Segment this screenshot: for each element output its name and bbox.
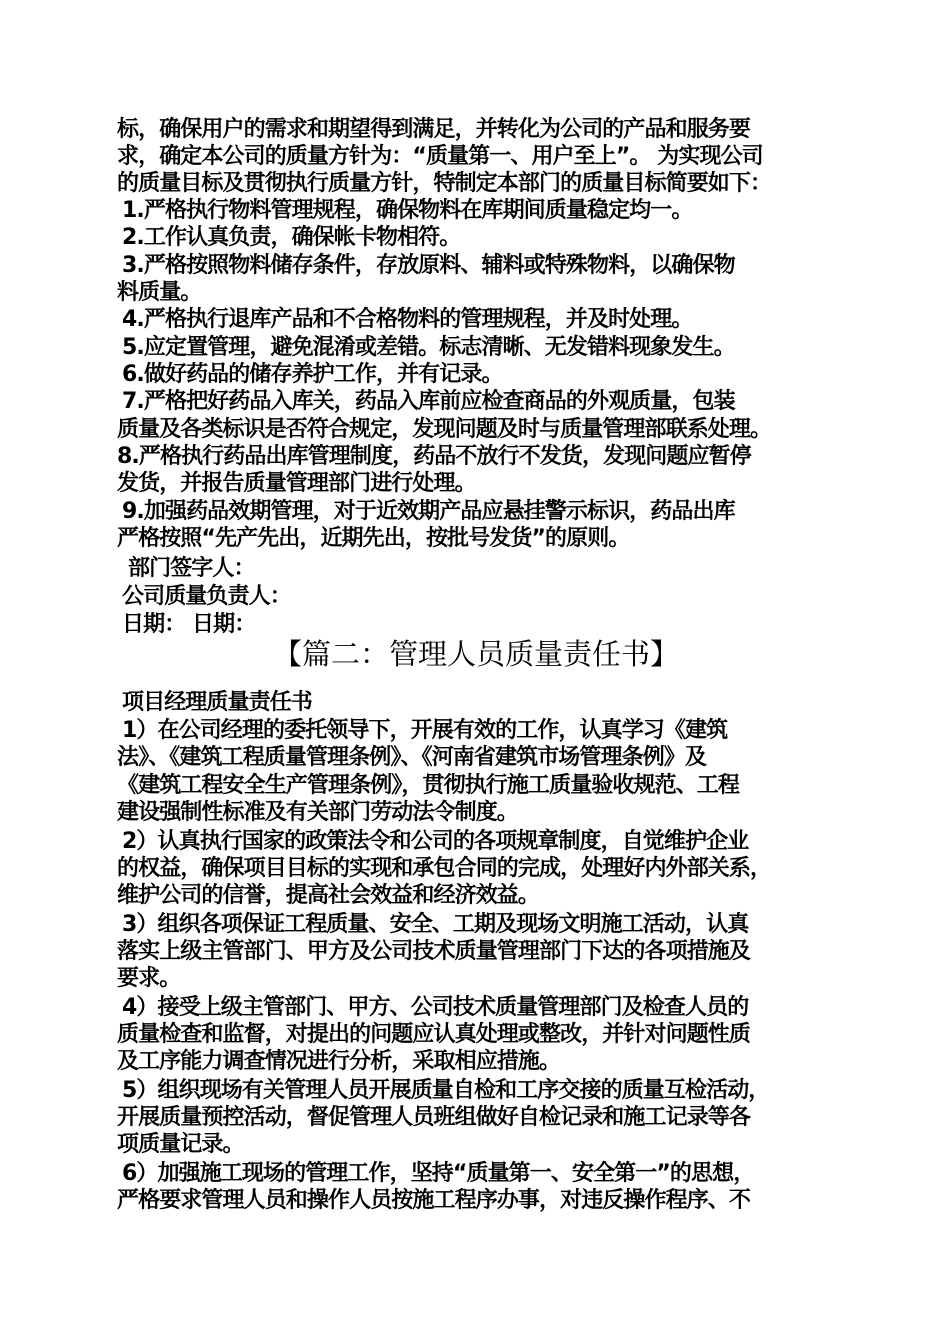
list-item-continuation: 严格要求管理人员和操作人员按施工程序办事，对违反操作程序、不 xyxy=(117,1188,751,1213)
list-item: 3.严格按照物料储存条件，存放原料、辅料或特殊物料，以确保物 xyxy=(122,253,735,278)
paragraph-line: 标，确保用户的需求和期望得到满足，并转化为公司的产品和服务要 xyxy=(117,117,751,142)
paragraph-line: 求，确定本公司的质量方针为：“质量第一、用户至上”。 为实现公司 xyxy=(117,144,763,169)
list-item-continuation: 要求。 xyxy=(117,966,181,991)
list-item: 4）接受上级主管部门、甲方、公司技术质量管理部门及检查人员的 xyxy=(122,995,749,1020)
list-item-continuation: 的权益，确保项目目标的实现和承包合同的完成，处理好内外部关系， xyxy=(117,856,772,881)
list-item: 3）组织各项保证工程质量、安全、工期及现场文明施工活动，认真 xyxy=(122,912,749,937)
list-item: 5.应定置管理，避免混淆或差错。标志清晰、无发错料现象发生。 xyxy=(122,335,735,360)
list-item-continuation: 建设强制性标准及有关部门劳动法令制度。 xyxy=(117,800,518,825)
list-item: 9.加强药品效期管理，对于近效期产品应悬挂警示标识，药品出库 xyxy=(122,499,735,524)
paragraph-line: 的质量目标及贯彻执行质量方针，特制定本部门的质量目标简要如下： xyxy=(117,171,772,196)
list-item-continuation: 《建筑工程安全生产管理条例》，贯彻执行施工质量验收规范、工程 xyxy=(117,773,740,798)
list-item-continuation: 及工序能力调查情况进行分析，采取相应措施。 xyxy=(117,1049,561,1074)
list-item: 1）在公司经理的委托领导下，开展有效的工作，认真学习《建筑 xyxy=(122,718,728,743)
list-item: 7.严格把好药品入库关，药品入库前应检查商品的外观质量，包装 xyxy=(122,389,735,414)
date-labels: 日期： 日期： xyxy=(122,612,256,637)
list-item-continuation: 料质量。 xyxy=(117,280,202,305)
list-item: 8.严格执行药品出库管理制度，药品不放行不发货，发现问题应暂停 xyxy=(117,444,751,469)
list-item: 2）认真执行国家的政策法令和公司的各项规章制度，自觉维护企业 xyxy=(122,829,749,854)
list-item-continuation: 法》、《建筑工程质量管理条例》、《河南省建筑市场管理条例》及 xyxy=(117,745,707,770)
list-item: 6.做好药品的储存养护工作，并有记录。 xyxy=(122,362,503,387)
signature-label-department: 部门签字人： xyxy=(128,556,255,581)
list-item-continuation: 落实上级主管部门、甲方及公司技术质量管理部门下达的各项措施及 xyxy=(117,939,751,964)
list-item-continuation: 严格按照“先产先出，近期先出，按批号发货”的原则。 xyxy=(117,526,630,551)
section-heading: 【篇二：管理人员质量责任书】 xyxy=(273,637,680,671)
list-item: 1.严格执行物料管理规程，确保物料在库期间质量稳定均一。 xyxy=(122,198,693,223)
list-item-continuation: 质量检查和监督，对提出的问题应认真处理或整改，并针对问题性质 xyxy=(117,1022,751,1047)
list-item: 5）组织现场有关管理人员开展质量自检和工序交接的质量互检活动， xyxy=(122,1078,770,1103)
list-item-continuation: 质量及各类标识是否符合规定，发现问题及时与质量管理部联系处理。 xyxy=(117,417,772,442)
list-item: 2.工作认真负责，确保帐卡物相符。 xyxy=(122,225,461,250)
list-item-continuation: 项质量记录。 xyxy=(117,1132,244,1157)
list-item-continuation: 发货，并报告质量管理部门进行处理。 xyxy=(117,471,476,496)
subsection-title: 项目经理质量责任书 xyxy=(122,690,312,715)
list-item: 6）加强施工现场的管理工作，坚持“质量第一、安全第一”的思想， xyxy=(122,1161,755,1186)
list-item-continuation: 开展质量预控活动，督促管理人员班组做好自检记录和施工记录等各 xyxy=(117,1105,751,1130)
signature-label-quality-manager: 公司质量负责人： xyxy=(122,584,291,609)
list-item-continuation: 维护公司的信誉，提高社会效益和经济效益。 xyxy=(117,883,540,908)
list-item: 4.严格执行退库产品和不合格物料的管理规程，并及时处理。 xyxy=(122,307,693,332)
